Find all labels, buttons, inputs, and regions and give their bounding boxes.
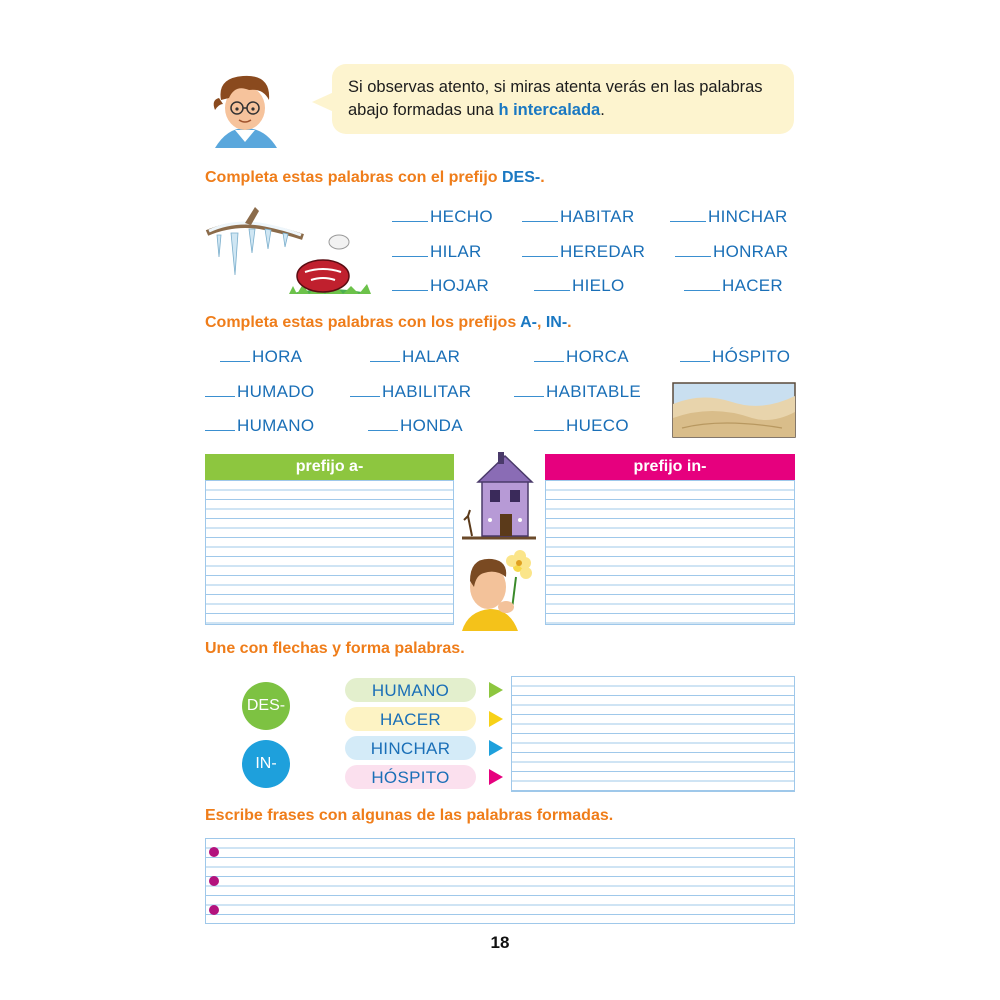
word-item[interactable]: HABILITAR: [350, 382, 471, 402]
word-item[interactable]: HOJAR: [392, 276, 489, 296]
speech-bubble-tail: [312, 92, 334, 112]
prefix-circle-in[interactable]: IN-: [242, 740, 290, 788]
bullet-dot-icon: [209, 847, 219, 857]
word-item[interactable]: HABITABLE: [514, 382, 641, 402]
word-item[interactable]: HUECO: [534, 416, 629, 436]
arrow-right-icon: [489, 769, 503, 785]
dunes-illustration: [672, 382, 796, 438]
word-item[interactable]: HONDA: [368, 416, 463, 436]
word-item[interactable]: HONRAR: [675, 242, 788, 262]
word-item[interactable]: HIELO: [534, 276, 625, 296]
prefijo-a-writing-area[interactable]: [205, 480, 454, 625]
page-number: 18: [490, 933, 510, 952]
word-item[interactable]: HUMANO: [205, 416, 314, 436]
word-pill-hinchar[interactable]: HINCHAR: [345, 736, 476, 760]
word-item[interactable]: HEREDAR: [522, 242, 645, 262]
section1-heading: Completa estas palabras con el prefijo DES-.: [205, 169, 545, 186]
word-item[interactable]: HORA: [220, 347, 302, 367]
word-item[interactable]: HECHO: [392, 207, 493, 227]
word-item[interactable]: HACER: [684, 276, 783, 296]
word-item[interactable]: HÓSPITO: [680, 347, 790, 367]
speech-line-2: abajo formadas una h intercalada.: [348, 101, 605, 119]
section3-heading: Une con flechas y forma palabras.: [205, 640, 465, 657]
word-item[interactable]: HILAR: [392, 242, 482, 262]
speech-text: [348, 76, 788, 122]
arrow-right-icon: [489, 740, 503, 756]
sentence-writing-area[interactable]: [205, 838, 795, 924]
speech-line-1: Si observas atento, si miras atenta verás en las palabras: [348, 78, 763, 96]
prefijo-in-header: prefijo in-: [545, 454, 795, 480]
speech-highlight: h intercalada: [498, 101, 601, 119]
word-pill-hacer[interactable]: HACER: [345, 707, 476, 731]
arrow-right-icon: [489, 711, 503, 727]
word-item[interactable]: HUMADO: [205, 382, 314, 402]
word-item[interactable]: HORCA: [534, 347, 629, 367]
word-pill-hospito[interactable]: HÓSPITO: [345, 765, 476, 789]
deflated-ball-illustration: [285, 228, 375, 298]
prefijo-in-writing-area[interactable]: [545, 480, 795, 625]
prefix-circle-des[interactable]: DES-: [242, 682, 290, 730]
word-item[interactable]: HINCHAR: [670, 207, 788, 227]
prefijo-a-header: prefijo a-: [205, 454, 454, 480]
haunted-house-illustration: [460, 450, 538, 540]
word-item[interactable]: HALAR: [370, 347, 460, 367]
section2-heading: Completa estas palabras con los prefijos A-, IN-.: [205, 314, 572, 331]
person-with-flower-illustration: [462, 547, 538, 631]
word-pill-humano[interactable]: HUMANO: [345, 678, 476, 702]
bullet-dot-icon: [209, 876, 219, 886]
boy-character-illustration: [205, 70, 285, 150]
section4-heading: Escribe frases con algunas de las palabras formadas.: [205, 807, 614, 824]
bullet-dot-icon: [209, 905, 219, 915]
word-item[interactable]: HABITAR: [522, 207, 635, 227]
word-writing-area[interactable]: [511, 676, 795, 792]
arrow-right-icon: [489, 682, 503, 698]
